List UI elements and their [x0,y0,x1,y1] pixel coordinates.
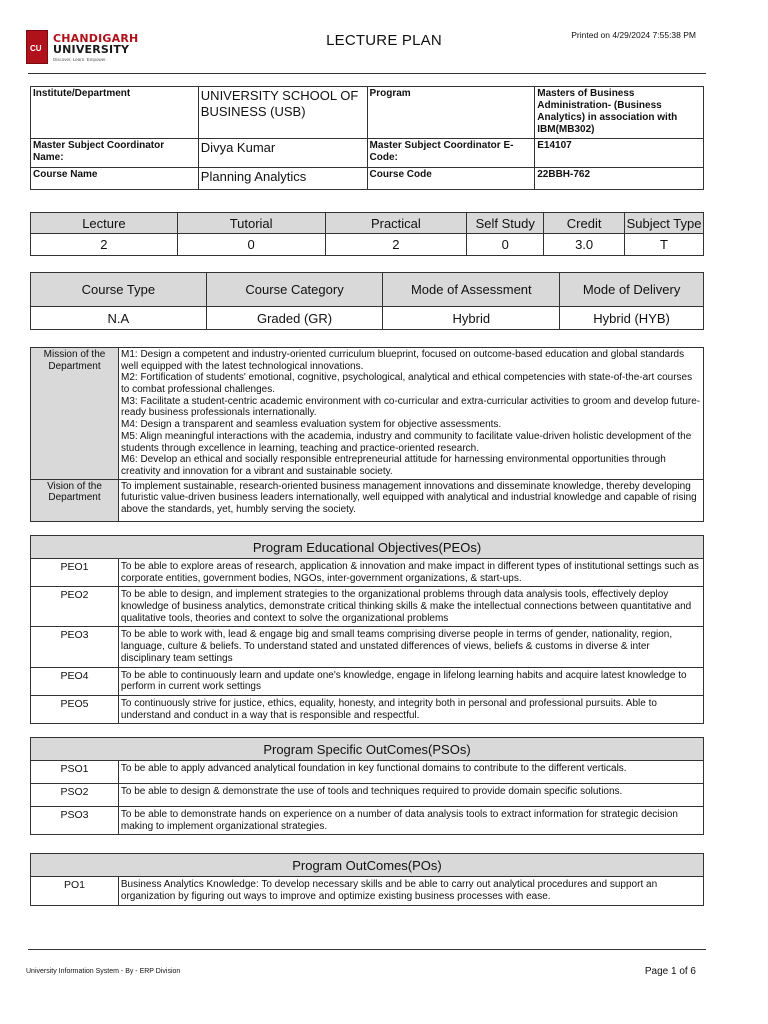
credits-header-practical: Practical [325,213,467,234]
program-label: Program [367,87,535,139]
page-header [0,0,768,76]
credits-header-tutorial: Tutorial [177,213,325,234]
credits-header-self-study: Self Study [467,213,544,234]
dept-value: UNIVERSITY SCHOOL OF BUSINESS (USB) [198,87,367,139]
course-code-value: 22BBH-762 [535,168,704,190]
document-title: LECTURE PLAN [326,32,442,49]
credits-table [30,212,704,256]
credits-value-self-study: 0 [467,234,544,256]
peo-text: To be able to work with, lead & engage big and small teams comprising diverse people in terms of gender, nationality, region, language, culture & beliefs. To understand stated and unstated differences of views, beliefs & customs in diverse & inter disciplinary team settings [118,627,703,667]
mission-m5: M5: Align meaningful interactions with the academia, industry and community to facilitate value-driven holistic development of the students through excellence in learning, teaching and practice-oriented research. [121,430,692,454]
course-info-table [30,86,704,190]
pso-code: PSO2 [31,784,119,807]
vision-label: Vision of the Department [31,479,119,521]
po-title: Program OutComes(POs) [31,854,704,877]
pso-text: To be able to demonstrate hands on experience on a number of data analysis tools to extract information for strategic decision making to implement organizational strategies. [118,807,703,835]
peo-code: PEO4 [31,667,119,695]
meta-header-delivery: Mode of Delivery [560,273,704,307]
coordinator-label: Master Subject Coordinator Name: [31,139,199,168]
mission-m6: M6: Develop an ethical and socially responsible entrepreneurial attitude for harnessing environmental opportunities through creativity and innovation for a vibrant and sustainable society. [121,454,666,477]
meta-value-delivery: Hybrid (HYB) [560,307,704,330]
logo-text-line2: UNIVERSITY [53,43,130,56]
peo-title: Program Educational Objectives(PEOs) [31,536,704,559]
pso-code: PSO3 [31,807,119,835]
ecode-value: E14107 [535,139,704,168]
course-code-label: Course Code [367,168,535,190]
pso-text: To be able to design & demonstrate the use of tools and techniques required to provide domain specific solutions. [118,784,703,807]
pso-code: PSO1 [31,761,119,784]
logo-text-line1: CHANDIGARH [53,32,139,45]
ecode-label: Master Subject Coordinator E-Code: [367,139,535,168]
credits-header-subject-type: Subject Type [625,213,704,234]
coordinator-value: Divya Kumar [198,139,367,168]
credits-value-practical: 2 [325,234,467,256]
credits-header-lecture: Lecture [31,213,178,234]
credits-value-credit: 3.0 [544,234,625,256]
program-value: Masters of Business Administration- (Business Analytics) in association with IBM(MB302) [535,87,704,139]
mission-vision-table [30,347,704,522]
mission-m4: M4: Design a transparent and seamless evaluation system for objective assessments. [121,419,502,431]
pso-title: Program Specific OutComes(PSOs) [31,738,704,761]
mission-label: Mission of the Department [31,348,119,480]
meta-value-course-type: N.A [31,307,207,330]
logo-badge-icon: CU [26,30,48,64]
header-divider [28,73,706,74]
footer-divider [28,949,706,950]
peo-code: PEO3 [31,627,119,667]
meta-value-course-category: Graded (GR) [206,307,383,330]
meta-header-course-type: Course Type [31,273,207,307]
peo-text: To be able to explore areas of research, application & innovation and make impact in different types of institutional settings such as corporate entities, government bodies, NGOs, inter-government organizations, & start-ups. [118,559,703,587]
mission-m2: M2: Fortification of students' emotional, cognitive, psychological, analytical and ethical competencies with state-of-the-art courses to combat professional challenges. [121,372,693,396]
dept-label: Institute/Department [31,87,199,139]
peo-text: To be able to continuously learn and update one's knowledge, engage in lifelong learning habits and acquire latest knowledge to perform in current work settings [118,667,703,695]
peo-code: PEO2 [31,587,119,627]
credits-value-lecture: 2 [31,234,178,256]
po-code: PO1 [31,877,119,906]
meta-value-assessment: Hybrid [383,307,560,330]
peo-code: PEO1 [31,559,119,587]
peo-text: To continuously strive for justice, ethics, equality, honesty, and integrity both in personal and professional pursuits. Able to understand and conduct in a way that is responsible and respectful. [118,695,703,723]
vision-text: To implement sustainable, research-oriented business management innovations and disseminate knowledge, thereby developing futuristic value-driven business leaders internationally, well equipped with analytical and industrial knowledge and capable of rising above the standards, yet, humbly serving the society. [119,479,704,521]
peo-table [30,535,704,724]
page-number: Page 1 of 6 [644,966,696,977]
logo-tagline: Discover. Learn. Empower. [53,57,107,62]
footer-system-name: University Information System - By - ERP Division [26,968,181,975]
meta-header-assessment: Mode of Assessment [383,273,560,307]
course-name-value: Planning Analytics [198,168,367,190]
course-meta-table [30,272,704,330]
pso-text: To be able to apply advanced analytical foundation in key functional domains to contribute to the different verticals. [118,761,703,784]
credits-value-tutorial: 0 [177,234,325,256]
mission-m1: M1: Design a competent and industry-oriented curriculum blueprint, focused on outcome-based education and global standards well equipped with the latest technological innovations. [121,349,685,372]
peo-code: PEO5 [31,695,119,723]
meta-header-course-category: Course Category [206,273,383,307]
credits-header-credit: Credit [544,213,625,234]
mission-m3: M3: Facilitate a student-centric academic environment with co-curricular and extra-curricular activities to groom and develop future-ready business professionals internationally. [121,395,701,419]
credits-value-subject-type: T [625,234,704,256]
po-table [30,853,704,906]
course-name-label: Course Name [31,168,199,190]
pso-table [30,737,704,835]
po-text: Business Analytics Knowledge: To develop necessary skills and be able to carry out analytical procedures and support an organization by figuring out ways to improve and optimize existing business processes with ease. [118,877,703,906]
peo-text: To be able to design, and implement strategies to the organizational problems through data analysis tools, effectively deploy knowledge of business analytics, demonstrate critical thinking skills & make the intellectual connections between quantitative and qualitative tools, theories and context to solve the organizational problems [118,587,703,627]
printed-timestamp: Printed on 4/29/2024 7:55:38 PM [571,30,696,40]
mission-text [119,348,704,480]
